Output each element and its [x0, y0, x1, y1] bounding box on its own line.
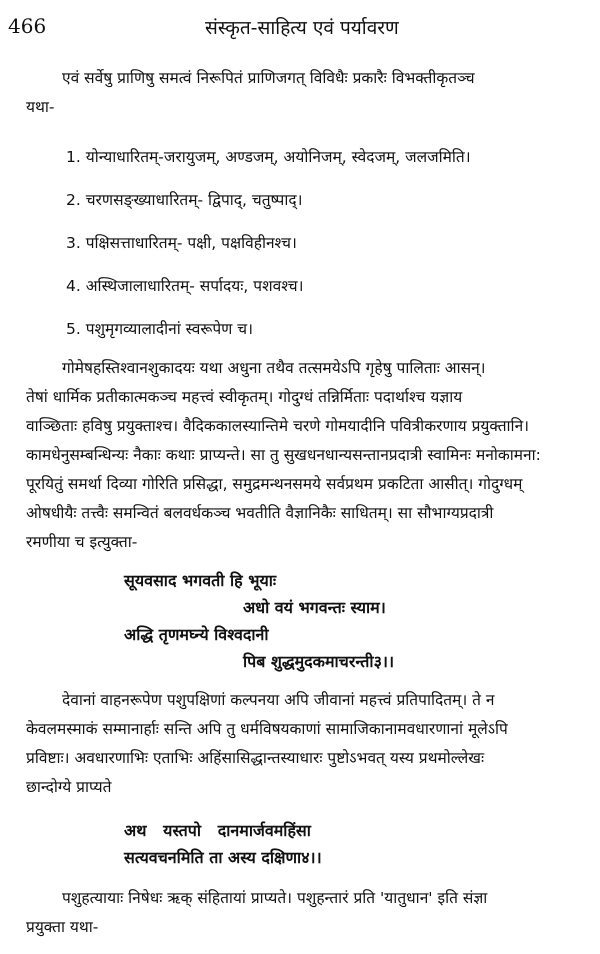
verse-2-text: सत्यवचनमिति ता अस्य दक्षिणा — [124, 848, 302, 867]
paragraph-line: देवानां वाहनरूपेण पशुपक्षिणां कल्पनया अपि जीवानां महत्त्वं प्रतिपादितम्। ते न — [62, 691, 495, 709]
list-item: 5. पशुमृगव्यालादीनां स्वरूपेण च। — [66, 320, 254, 338]
paragraph-line: पशुहत्यायाः निषेधः ऋक् संहितायां प्राप्यते। पशुहन्तारं प्रति 'यातुधान' इति संज्ञा — [62, 889, 488, 907]
verse-1-line-3: अद्धि तृणमघ्न्ये विश्वदानी — [124, 625, 269, 644]
verse-2-line-1: अथ यस्तपो दानमार्जवमहिंसा — [124, 821, 311, 840]
list-item: 3. पक्षिसत्ताधारितम्- पक्षी, पक्षविहीनश्च। — [66, 234, 297, 252]
paragraph-line: प्रयुक्ता यथा- — [26, 918, 99, 936]
paragraph-line: गोमेषहस्तिश्वानशुकादयः यथा अधुना तथैव तत्समयेऽपि गृहेषु पालिताः आसन्। — [62, 359, 486, 377]
page-number: 466 — [8, 14, 47, 38]
running-head: संस्कृत-साहित्य एवं पर्यावरण — [205, 17, 399, 39]
verse-2-line-2 — [124, 847, 322, 869]
paragraph-line: प्रविष्टाः। अवधारणाभिः एताभिः अहिंसासिद्धान्तस्याधारः पुष्टोऽभवत् यस्य प्रथमोल्लेखः — [26, 749, 485, 767]
paragraph-line: कामधेनुसम्बन्धिन्यः नैकाः कथाः प्राप्यन्ते। सा तु सुखधनधान्यसन्तानप्रदात्री स्वामिनः मनोकामना: — [26, 446, 541, 464]
paragraph-line: रमणीया च इत्युक्ता- — [26, 533, 138, 551]
intro-line-1: एवं सर्वेषु प्राणिषु समत्वं निरूपितं प्राणिजगत् विविधैः प्रकारैः विभक्तीकृतञ्च — [62, 69, 475, 87]
paragraph-line: ओषधीयैः तत्त्वैः समन्वितं बलवर्धकञ्च भवतीति वैज्ञानिकैः साधितम्। सा सौभाग्यप्रदात्री — [26, 504, 494, 522]
paragraph-4 — [26, 884, 588, 942]
intro-line-2: यथा- — [26, 98, 55, 116]
paragraph-2 — [26, 354, 588, 557]
paragraph-line: केवलमस्माकं सम्मानार्हाः सन्ति अपि तु धर्मविषयकाणां सामाजिकानामवधारणानां मूलेऽपि — [26, 720, 508, 738]
paragraph-line: तेषां धार्मिक प्रतीकात्मकञ्च महत्त्वं स्वीकृतम्। गोदुग्धं तन्निर्मिताः पदार्थाश्च यज्ञाय — [26, 388, 463, 406]
verse-1-line-1: सूयवसाद भगवती हि भूयाः — [124, 571, 277, 590]
intro-paragraph — [26, 64, 588, 122]
verse-1-text: पिब शुद्धमुदकमाचरन्ती — [243, 652, 374, 671]
paragraph-line: छान्दोग्ये प्राप्यते — [26, 778, 112, 796]
list-item: 2. चरणसङ्ख्याधारितम्- द्विपाद्, चतुष्पाद्। — [66, 191, 303, 209]
list-item: 1. योन्याधारितम्-जरायुजम्, अण्डजम्, अयोनिजम्, स्वेदजम्, जलजमिति। — [66, 148, 471, 166]
verse-1-line-4 — [243, 651, 394, 673]
list-item: 4. अस्थिजालाधारितम्- सर्पादयः, पशवश्च। — [66, 277, 304, 295]
verse-1-line-2: अधो वयं भगवन्तः स्याम। — [243, 598, 386, 617]
verse-2-mark: ४।। — [301, 848, 322, 867]
paragraph-line: पूरयितुं समर्था दिव्या गोरिति प्रसिद्धा, समुद्रमन्थनसमये सर्वप्रथम प्रकटिता आसीत्। गोदुग्धम् — [26, 475, 523, 493]
paragraph-3 — [26, 686, 588, 802]
verse-1-mark: ३।। — [373, 652, 395, 671]
paragraph-line: वाञ्छिताः हविषु प्रयुक्ताश्च। वैदिककालस्यान्तिमे चरणे गोमयादीनि पवित्रीकरणाय प्रयुक्तानि। — [26, 417, 530, 435]
